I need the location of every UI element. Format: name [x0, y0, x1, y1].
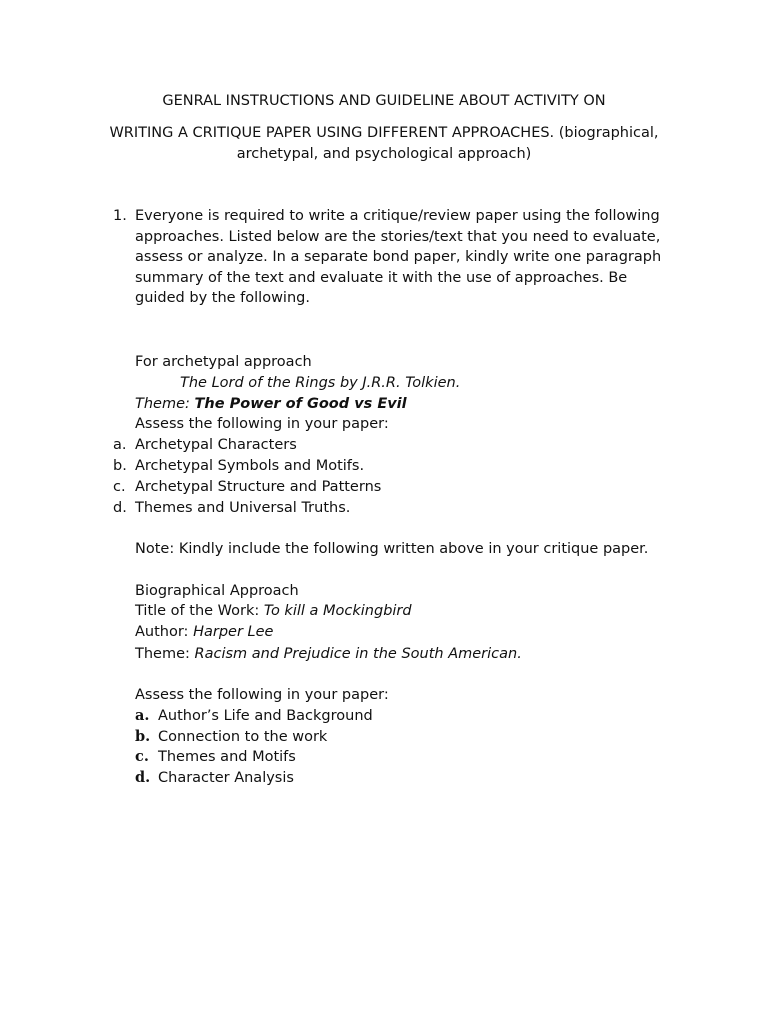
biographical-item-marker: b.: [135, 728, 151, 745]
archetypal-item: Archetypal Characters: [135, 437, 297, 453]
biographical-title-value: To kill a Mockingbird: [263, 603, 412, 619]
archetypal-theme: [135, 394, 407, 415]
archetypal-theme-value: The Power of Good vs Evil: [194, 396, 407, 412]
biographical-item-marker: d.: [135, 769, 151, 786]
archetypal-item-marker: b.: [113, 458, 127, 474]
archetypal-item-marker: d.: [113, 500, 127, 516]
biographical-theme-label: Theme:: [135, 646, 190, 662]
archetypal-note: Note: Kindly include the following written above in your critique paper.: [135, 541, 649, 557]
biographical-heading: Biographical Approach: [135, 583, 299, 599]
archetypal-work: [180, 373, 460, 394]
biographical-author-label: Author:: [135, 624, 189, 640]
archetypal-item-marker: c.: [113, 479, 126, 495]
archetypal-item: Themes and Universal Truths.: [135, 500, 351, 516]
instruction-number: 1.: [113, 208, 127, 224]
archetypal-theme-label: Theme:: [135, 396, 190, 412]
biographical-theme-value: Racism and Prejudice in the South American.: [194, 646, 522, 662]
document-title-line-2: WRITING A CRITIQUE PAPER USING DIFFERENT APPROACHES. (biographical, archetypal, and psychological approach): [109, 125, 659, 162]
biographical-theme: [135, 644, 522, 665]
instruction-text: Everyone is required to write a critique/review paper using the following approaches. Listed below are the stories/text that you need to evaluate, assess or analyze. In a separate bond paper, kindly write one paragraph summary of the text and evaluate it with the use of approaches. Be guided by the following.: [135, 208, 662, 307]
document-title-line-1: GENRAL INSTRUCTIONS AND GUIDELINE ABOUT ACTIVITY ON: [162, 93, 606, 109]
instruction-item: [113, 206, 673, 309]
archetypal-item: Archetypal Structure and Patterns: [135, 479, 382, 495]
archetypal-item-marker: a.: [113, 437, 127, 453]
archetypal-item: Archetypal Symbols and Motifs.: [135, 458, 365, 474]
biographical-title: [135, 601, 412, 622]
biographical-item-marker: a.: [135, 707, 150, 724]
archetypal-assess-label: Assess the following in your paper:: [135, 416, 389, 432]
biographical-author: [135, 622, 273, 643]
biographical-item: Character Analysis: [158, 770, 294, 786]
biographical-item-marker: c.: [135, 748, 149, 765]
biographical-author-value: Harper Lee: [193, 624, 274, 640]
biographical-item: Connection to the work: [158, 729, 328, 745]
biographical-item: Themes and Motifs: [158, 749, 296, 765]
biographical-assess-label: Assess the following in your paper:: [135, 687, 389, 703]
biographical-title-label: Title of the Work:: [135, 603, 260, 619]
archetypal-work-title: The Lord of the Rings by J.R.R. Tolkien.: [180, 375, 461, 391]
archetypal-heading: For archetypal approach: [135, 354, 312, 370]
biographical-item: Author’s Life and Background: [158, 708, 373, 724]
